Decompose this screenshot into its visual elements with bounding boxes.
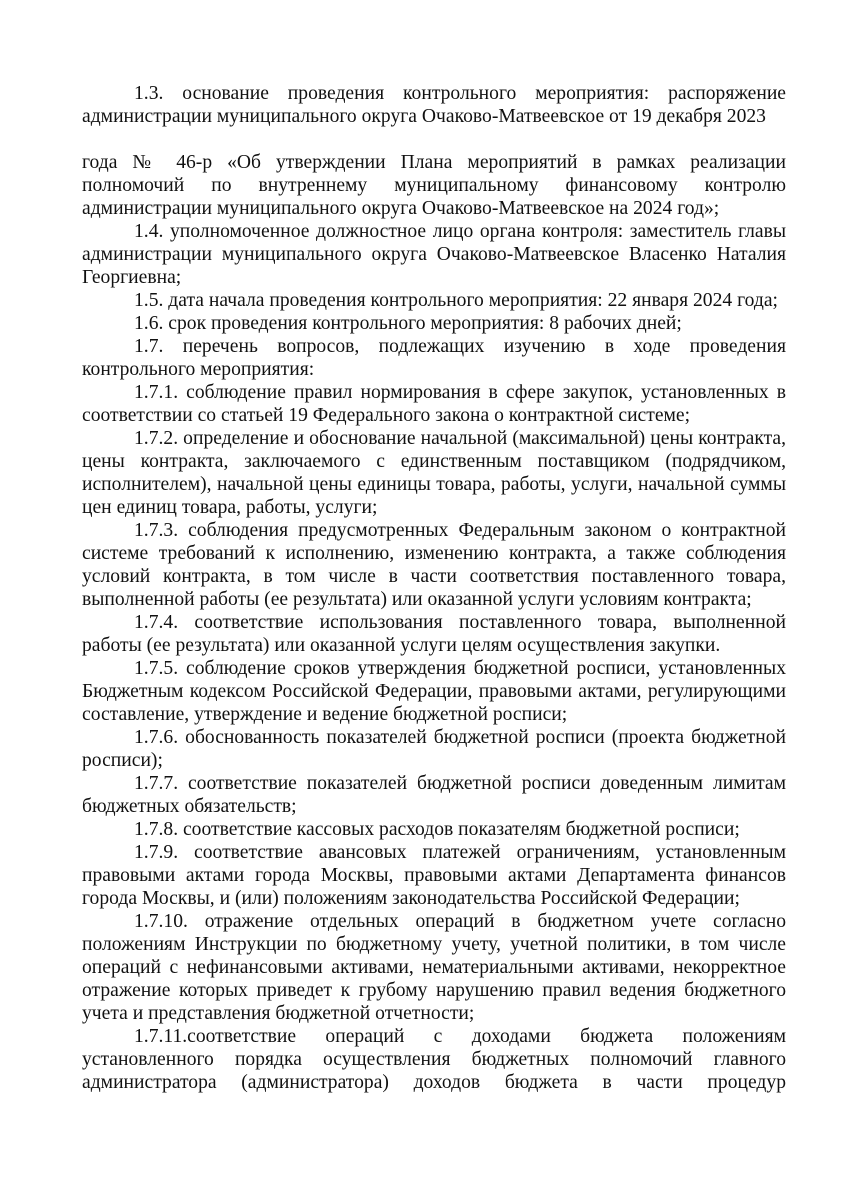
paragraph-1-7-5: 1.7.5. соблюдение сроков утверждения бюджетной росписи, установленных Бюджетным кодексом Российской Федерации, правовыми актами, регулирующими составление, утверждение и ведение бюджетной росписи; (82, 658, 786, 725)
paragraph-1-5: 1.5. дата начала проведения контрольного мероприятия: 22 января 2024 года; (134, 290, 778, 311)
paragraph-1-7-2: 1.7.2. определение и обоснование начальной (максимальной) цены контракта, цены контракта, заключаемого с единственным поставщиком (подрядчиком, исполнителем), начальной цены единицы товара, работы, услуги, начальной суммы цен единиц товара, работы, услуги; (82, 428, 786, 518)
paragraph-1-7-8: 1.7.8. соответствие кассовых расходов показателям бюджетной росписи; (134, 819, 740, 840)
paragraph-1-7-6: 1.7.6. обоснованность показателей бюджетной росписи (проекта бюджетной росписи); (82, 727, 786, 771)
paragraph-1-7-3: 1.7.3. соблюдения предусмотренных Федеральным законом о контрактной системе требований к исполнению, изменению контракта, а также соблюдения условий контракта, в том числе в части соответствия поставленного товара, выполненной работы (ее результата) или оказанной услуги условиям контракта; (82, 520, 786, 610)
paragraph-1-7: 1.7. перечень вопросов, подлежащих изучению в ходе проведения контрольного мероприятия: (82, 336, 786, 380)
paragraph-1-6: 1.6. срок проведения контрольного мероприятия: 8 рабочих дней; (134, 313, 682, 334)
paragraph-1-7-10: 1.7.10. отражение отдельных операций в бюджетном учете согласно положениям Инструкции по бюджетному учету, учетной политики, в том числе операций с нефинансовыми активами, нематериальными активами, некорректное отражение которых приведет к грубому нарушению правил ведения бюджетного учета и представления бюджетной отчетности; (82, 911, 786, 1024)
paragraph-1-3: 1.3. основание проведения контрольного мероприятия: распоряжение администрации муниципального округа Очаково-Матвеевское от 19 декабря 2023 (82, 83, 786, 127)
document-body (82, 82, 786, 1094)
paragraph-1-4: 1.4. уполномоченное должностное лицо органа контроля: заместитель главы администрации муниципального округа Очаково-Матвеевское Власенко Наталия Георгиевна; (82, 221, 786, 288)
paragraph-1-7-7: 1.7.7. соответствие показателей бюджетной росписи доведенным лимитам бюджетных обязательств; (82, 773, 786, 817)
paragraph-1-7-1: 1.7.1. соблюдение правил нормирования в сфере закупок, установленных в соответствии со статьей 19 Федерального закона о контрактной системе; (82, 382, 786, 426)
paragraph-1-7-11: 1.7.11.соответствие операций с доходами бюджета положениям установленного порядка осуществления бюджетных полномочий главного администратора (администратора) доходов бюджета в части процедур (82, 1026, 786, 1093)
paragraph-1-7-4: 1.7.4. соответствие использования поставленного товара, выполненной работы (ее результата) или оказанной услуги целям осуществления закупки. (82, 612, 786, 656)
paragraph-1-7-9: 1.7.9. соответствие авансовых платежей ограничениям, установленным правовыми актами города Москвы, правовыми актами Департамента финансов города Москвы, и (или) положениям законодательства Российской Федерации; (82, 842, 786, 909)
paragraph-1-3-continued: года № 46-р «Об утверждении Плана мероприятий в рамках реализации полномочий по внутреннему муниципальному финансовому контролю администрации муниципального округа Очаково-Матвеевское на 2024 год»; (82, 152, 786, 219)
